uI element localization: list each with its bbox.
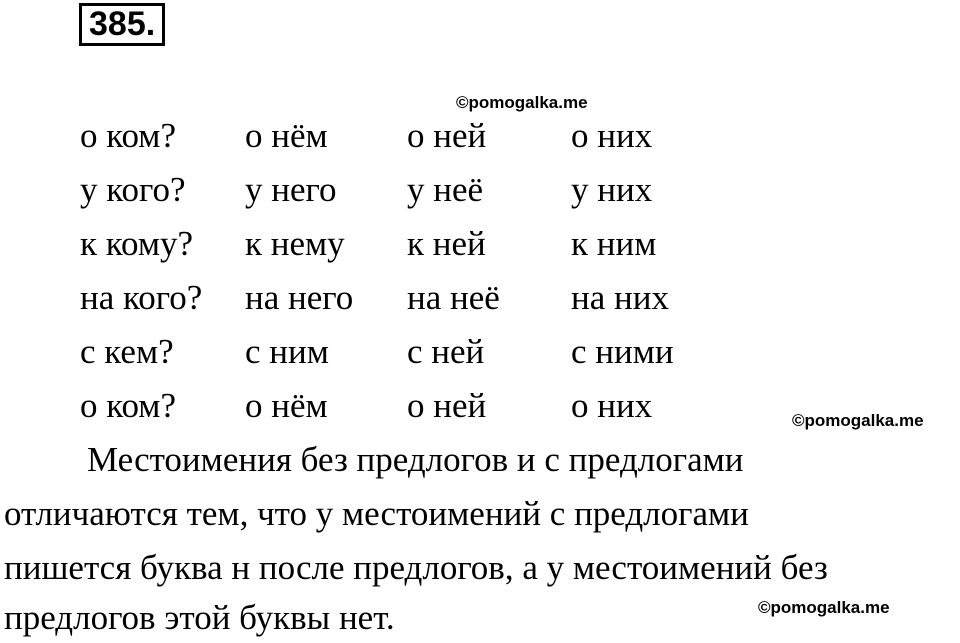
task-number: 385. [79,3,165,46]
table-row [0,224,760,264]
plural-form-cell: о них [571,116,653,155]
watermark: ©pomogalka.me [758,598,890,617]
masculine-form-cell: на него [245,278,354,317]
question-cell: к кому? [80,224,193,263]
table-row [0,332,760,372]
plural-form-cell: о них [571,386,653,425]
question-cell: у кого? [80,170,186,209]
plural-form-cell: у них [571,170,653,209]
table-row [0,170,760,210]
masculine-form-cell: с ним [245,332,329,371]
table-row [0,278,760,318]
paragraph-line: предлогов этой буквы нет. [4,598,395,637]
feminine-form-cell: у неё [407,170,484,209]
table-row [0,116,760,156]
question-cell: о ком? [80,386,176,425]
question-cell: о ком? [80,116,176,155]
masculine-form-cell: о нём [245,116,328,155]
feminine-form-cell: с ней [407,332,485,371]
masculine-form-cell: у него [245,170,337,209]
paragraph-line: отличаются тем, что у местоимений с предлогами [4,494,749,533]
plural-form-cell: на них [571,278,669,317]
masculine-form-cell: к нему [245,224,345,263]
feminine-form-cell: о ней [407,116,487,155]
masculine-form-cell: о нём [245,386,328,425]
feminine-form-cell: к ней [407,224,486,263]
table-row [0,386,760,426]
feminine-form-cell: на неё [407,278,500,317]
question-cell: на кого? [80,278,203,317]
watermark: ©pomogalka.me [792,411,924,430]
feminine-form-cell: о ней [407,386,487,425]
watermark: ©pomogalka.me [456,93,588,112]
plural-form-cell: с ними [571,332,674,371]
paragraph-line: Местоимения без предлогов и с предлогами [87,440,744,479]
question-cell: с кем? [80,332,174,371]
paragraph-line: пишется буква н после предлогов, а у местоимений без [4,548,828,587]
plural-form-cell: к ним [571,224,657,263]
